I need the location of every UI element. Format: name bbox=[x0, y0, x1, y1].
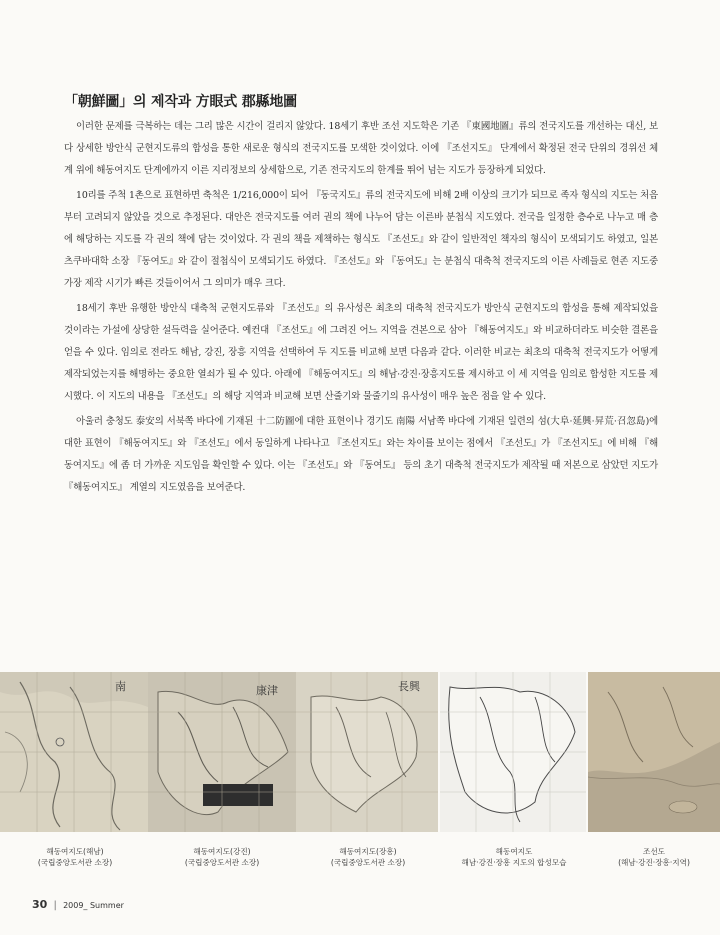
map-label: 長興 bbox=[398, 680, 420, 693]
caption-source: 해남·강진·장흥 지도의 합성모습 bbox=[461, 858, 567, 867]
map-label: 南 bbox=[115, 680, 126, 693]
old-map-image bbox=[0, 672, 148, 832]
figure-caption-jangheung bbox=[298, 846, 438, 868]
caption-title: 해동여지도(해남) bbox=[46, 847, 104, 856]
caption-source: (국립중앙도서관 소장) bbox=[330, 858, 406, 867]
map-label: 康津 bbox=[256, 684, 278, 697]
figure-caption-composite bbox=[441, 846, 587, 868]
caption-title: 조선도 bbox=[642, 847, 665, 856]
old-map-image bbox=[148, 672, 296, 832]
figure-caption-haenam bbox=[5, 846, 145, 868]
caption-source: (국립중앙도서관 소장) bbox=[184, 858, 260, 867]
figure-caption-joseondo bbox=[590, 846, 718, 868]
paragraph-1: 이러한 문제를 극복하는 데는 그리 많은 시간이 걸리지 않았다. 18세기 후반 조선 지도학은 기존 『東國地圖』류의 전국지도를 개선하는 대신, 보다 상세한 방안식 군현지도류의 합성을 통한 새로운 형식의 전국지도를 모색한 것이었다. 이에 『조선지도』 단계에서 확정된 전국 단위의 경위선 체계 위에 해동여지도 단계에까지 이른 지리정보의 상세함으로, 기존 전국지도의 한계를 뛰어 넘는 지도가 등장하게 되었다. bbox=[64, 121, 658, 177]
issue-label: 2009_ Summer bbox=[63, 901, 124, 910]
caption-title: 해동여지도 bbox=[495, 847, 533, 856]
caption-title: 해동여지도(강진) bbox=[193, 847, 251, 856]
figure-haenam-map bbox=[0, 672, 148, 832]
figure-jangheung-map bbox=[296, 672, 438, 832]
figure-joseondo-map bbox=[588, 672, 720, 832]
map-figures-strip bbox=[0, 672, 720, 832]
page-number: 30 bbox=[32, 898, 48, 911]
paragraph-2: 10리를 주척 1촌으로 표현하면 축척은 1/216,000이 되어 『동국지도』류의 전국지도에 비해 2배 이상의 크기가 되므로 족자 형식의 지도는 처음부터 고려되지 않았을 것으로 추정된다. 대안은 전국지도를 여러 권의 책에 나누어 담는 이른바 분첩식 지도였다. 전국을 일정한 층수로 나누고 매 층에 해당하는 지도를 각 권의 책에 담는 것이었다. 각 권의 책을 제책하는 형식도 『조선도』와 같이 일반적인 책자의 형식이 모색되기도 하였고, 일본 츠쿠바대학 소장 『동여도』와 같이 절첩식이 모색되기도 하였다. 『조선도』와 『동여도』는 분첩식 대축척 전국지도의 이른 사례들로 현존 지도중 가장 제작 시기가 빠른 것들이어서 그 의미가 매우 크다. bbox=[64, 189, 658, 290]
paragraph-4: 아울러 충청도 泰安의 서북쪽 바다에 기재된 十二防圖에 대한 표현이나 경기도 南陽 서남쪽 바다에 기재된 일련의 섬(大阜·延興·昇荒·召忽島)에 대한 표현이 『해동여지도』와 『조선도』에서 동일하게 나타나고 『조선지도』와는 차이를 보이는 점에서 『조선도』가 『조선지도』에 비해 『해동여지도』에 좀 더 가까운 지도임을 확인할 수 있다. 이는 『조선도』와 『동여도』 등의 초기 대축척 전국지도가 제작될 때 저본으로 삼았던 지도가 『해동여지도』 계열의 지도였음을 보여준다. bbox=[64, 415, 658, 494]
article-body bbox=[64, 116, 658, 501]
caption-source: (해남·강진·장흥·지역) bbox=[618, 858, 690, 867]
section-heading: 「朝鮮圖」의 제작과 方眼式 郡縣地圖 bbox=[64, 94, 297, 110]
figure-composite-map bbox=[440, 672, 586, 832]
figure-gangjin-map bbox=[148, 672, 296, 832]
figure-caption-gangjin bbox=[152, 846, 292, 868]
caption-title: 해동여지도(장흥) bbox=[339, 847, 397, 856]
page-footer bbox=[32, 898, 124, 911]
paragraph-3: 18세기 후반 유행한 방안식 대축척 군현지도류와 『조선도』의 유사성은 최초의 대축척 전국지도가 방안식 군현지도의 합성을 통해 제작되었을 것이라는 가설에 상당한 설득력을 실어준다. 예컨대 『조선도』에 그려진 어느 지역을 견본으로 삼아 『해동여지도』와 비교하더라도 비슷한 결론을 얻을 수 있다. 임의로 전라도 해남, 강진, 장흥 지역을 선택하여 두 지도를 비교해 보면 다음과 같다. 이러한 비교는 최초의 대축척 전국지도가 어떻게 제작되었는지를 해명하는 중요한 열쇠가 될 수 있다. 아래에 『해동여지도』의 해남·강진·장흥지도를 제시하고 이 세 지역을 임의로 합성한 지도를 제시했다. 이 지도의 내용을 『조선도』의 해당 지역과 비교해 보면 산줄기와 물줄기의 유사성이 매우 높은 점을 알 수 있다. bbox=[64, 302, 658, 403]
composite-map-image bbox=[440, 672, 586, 832]
old-map-image bbox=[296, 672, 438, 832]
footer-separator: | bbox=[53, 900, 57, 911]
old-map-image bbox=[588, 672, 720, 832]
caption-source: (국립중앙도서관 소장) bbox=[37, 858, 113, 867]
